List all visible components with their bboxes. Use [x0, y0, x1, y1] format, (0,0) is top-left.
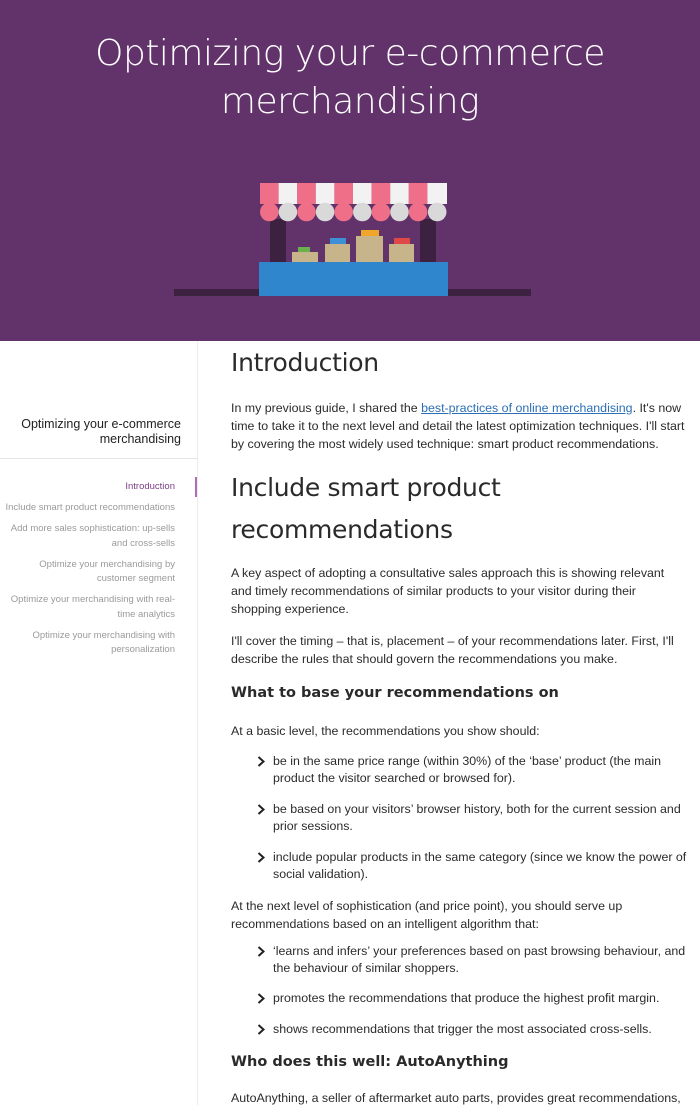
goods: [292, 230, 414, 263]
toc-divider: [0, 458, 198, 459]
list-item: be in the same price range (within 30%) of the ‘base’ product (the main product the visitor searched or browsed for).: [257, 753, 687, 787]
stall-counter: [259, 262, 448, 296]
subheading-who-does-this-well: Who does this well: AutoAnything: [231, 1054, 509, 1070]
hero-banner: [0, 0, 700, 341]
toc-item-real-time-analytics[interactable]: Optimize your merchandising with real-time analytics: [10, 594, 175, 620]
toc-item-upsells-cross-sells[interactable]: Add more sales sophistication: up-sells and cross-sells: [10, 523, 175, 549]
heading-smart-recommendations: Include smart product recommendations: [231, 473, 501, 544]
intro-paragraph: In my previous guide, I shared the best-practices of online merchandising. It's now time to take it to the next level and detail the latest optimization techniques. I'll start by covering the most widely used technique: smart product recommendations.: [231, 401, 685, 451]
heading-introduction: Introduction: [231, 348, 379, 377]
chevron-right-icon: [257, 756, 266, 767]
list-item: shows recommendations that trigger the most associated cross-sells.: [257, 1021, 687, 1038]
list-item: include popular products in the same category (since we know the power of social validation).: [257, 849, 687, 883]
hero-title: Optimizing your e-commerce merchandising: [95, 33, 605, 122]
paragraph-autoanything: AutoAnything, a seller of aftermarket auto parts, provides great recommendations,: [231, 1091, 681, 1105]
chevron-right-icon: [257, 804, 266, 815]
list-item: ‘learns and infers’ your preferences based on past browsing behaviour, and the behaviour of similar shoppers.: [257, 943, 687, 977]
best-practices-link[interactable]: best-practices of online merchandising: [421, 401, 633, 415]
toc-title: Optimizing your e-commerce merchandising: [21, 417, 181, 446]
chevron-right-icon: [257, 1024, 266, 1035]
list-item: be based on your visitors’ browser history, both for the current session and prior sessions.: [257, 801, 687, 835]
market-stall-illustration: [0, 0, 700, 341]
stall-post-right: [420, 219, 436, 263]
paragraph-basic-level: At a basic level, the recommendations you show should:: [231, 724, 540, 738]
stall-post-left: [270, 219, 286, 263]
chevron-right-icon: [257, 852, 266, 863]
awning: [260, 183, 447, 221]
paragraph-timing: I'll cover the timing – that is, placement – of your recommendations later. First, I'll describe the rules that should govern the recommendations you make.: [231, 634, 674, 666]
toc-item-personalization[interactable]: Optimize your merchandising with personalization: [32, 629, 175, 655]
toc-item-customer-segment[interactable]: Optimize your merchandising by customer segment: [39, 558, 175, 584]
toc-item-introduction[interactable]: Introduction: [5, 480, 175, 495]
chevron-right-icon: [257, 993, 266, 1004]
toc-item-smart-recommendations[interactable]: Include smart product recommendations: [5, 502, 175, 513]
list-item: promotes the recommendations that produce the highest profit margin.: [257, 990, 687, 1007]
paragraph-next-level: At the next level of sophistication (and price point), you should serve up recommendations based on an intelligent algorithm that:: [231, 899, 623, 931]
chevron-right-icon: [257, 946, 266, 957]
paragraph-consultative-sales: A key aspect of adopting a consultative sales approach this is showing relevant and timely recommendations of similar products to your visitor during their shopping experience.: [231, 566, 665, 616]
table-of-contents: [0, 341, 198, 1105]
subheading-what-to-base: What to base your recommendations on: [231, 685, 559, 701]
toc-list: [5, 480, 175, 664]
